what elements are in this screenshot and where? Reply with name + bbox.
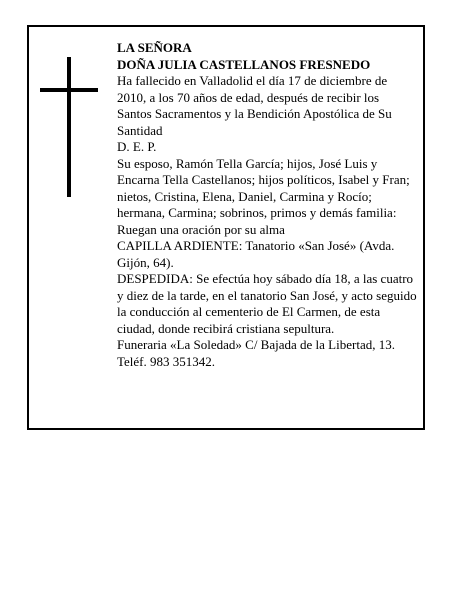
funeral-home-info: Funeraria «La Soledad» C/ Bajada de la Libertad, 13. Teléf. 983 351342. xyxy=(117,337,395,369)
chapel-info: CAPILLA ARDIENTE: Tanatorio «San José» (Avda. Gijón, 64). xyxy=(117,238,395,270)
death-announcement: Ha fallecido en Valladolid el día 17 de diciembre de 2010, a los 70 años de edad, después de recibir los Santos Sacramentos y la Bendición Apostólica de Su Santidad xyxy=(117,73,392,138)
prayer-request: Ruegan una oración por su alma xyxy=(117,221,285,237)
cross-vertical-bar xyxy=(67,57,71,197)
family-list: Su esposo, Ramón Tella García; hijos, José Luis y Encarna Tella Castellanos; hijos políticos, Isabel y Fran; nietos, Cristina, Elena, Daniel, Carmina y Rocío; hermana, Carmina; sobrinos, primos y demás familia: xyxy=(117,155,410,220)
farewell-info: DESPEDIDA: Se efectúa hoy sábado día 18, a las cuatro y diez de la tarde, en el tanatorio San José, y acto seguido la conducción al cementerio de El Carmen, de esta ciudad, donde recibirá cristiana sepultura. xyxy=(117,271,417,336)
cross-horizontal-bar xyxy=(40,88,98,92)
notice-text xyxy=(117,40,417,370)
obituary-notice xyxy=(27,25,425,430)
rip-abbreviation: D. E. P. xyxy=(117,139,157,154)
deceased-name: DOÑA JULIA CASTELLANOS FRESNEDO xyxy=(117,56,371,72)
notice-title: LA SEÑORA xyxy=(117,40,192,55)
